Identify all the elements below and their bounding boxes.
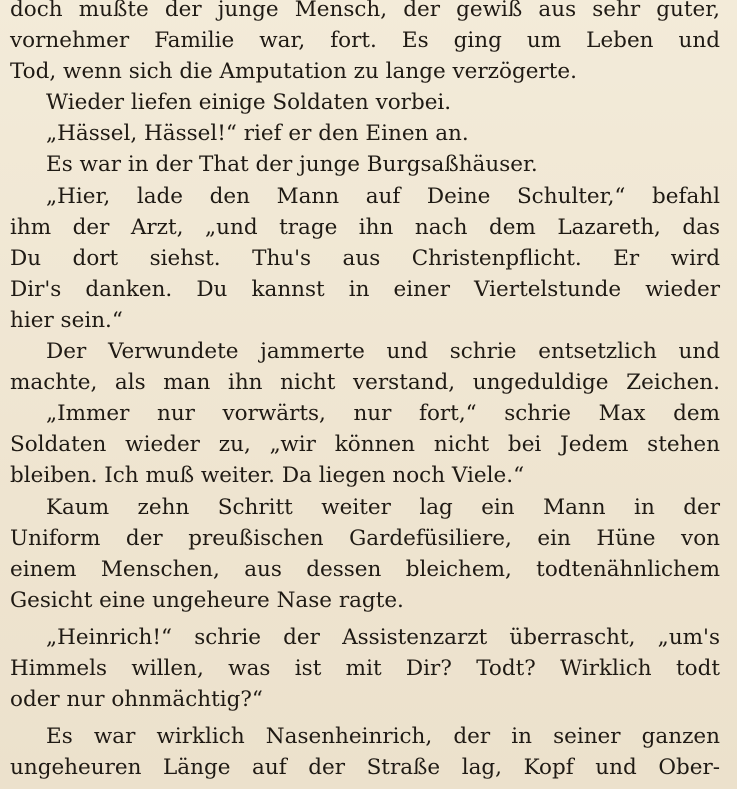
- text-line: „Immer nur vorwärts, nur fort,“ schrie Max dem: [46, 401, 720, 427]
- text-line: hier sein.“: [10, 307, 123, 333]
- text-line: Der Verwundete jammerte und schrie entsetzlich und: [46, 339, 720, 365]
- text-line: ungeheuren Länge auf der Straße lag, Kopf und Ober-: [10, 755, 720, 781]
- text-line: doch mußte der junge Mensch, der gewiß aus sehr guter,: [10, 0, 720, 22]
- text-line: machte, als man ihn nicht verstand, ungeduldige Zeichen.: [10, 370, 720, 396]
- text-line: „Hier, lade den Mann auf Deine Schulter,“ befahl: [46, 183, 720, 209]
- text-line: Du dort siehst. Thu's aus Christenpflicht. Er wird: [10, 245, 720, 271]
- text-line: Himmels willen, was ist mit Dir? Todt? Wirklich todt: [10, 655, 720, 681]
- text-line: Tod, wenn sich die Amputation zu lange verzögerte.: [10, 59, 577, 85]
- text-line: Es war in der That der junge Burgsaßhäuser.: [46, 152, 538, 178]
- text-line: Dir's danken. Du kannst in einer Viertelstunde wieder: [10, 276, 720, 302]
- body-text: [10, 0, 720, 783]
- text-line: ihm der Arzt, „und trage ihn nach dem Lazareth, das: [10, 214, 720, 240]
- text-line: Wieder liefen einige Soldaten vorbei.: [46, 90, 452, 116]
- text-line: Uniform der preußischen Gardefüsiliere, ein Hüne von: [10, 525, 720, 551]
- text-line: „Heinrich!“ schrie der Assistenzarzt überrascht, „um's: [46, 624, 720, 650]
- text-line: Soldaten wieder zu, „wir können nicht bei Jedem stehen: [10, 432, 720, 458]
- text-line: einem Menschen, aus dessen bleichem, todtenähnlichem: [10, 556, 720, 582]
- text-line: Kaum zehn Schritt weiter lag ein Mann in der: [46, 494, 720, 520]
- text-line: Es war wirklich Nasenheinrich, der in seiner ganzen: [46, 724, 720, 750]
- text-line: bleiben. Ich muß weiter. Da liegen noch Viele.“: [10, 463, 525, 489]
- text-line: vornehmer Familie war, fort. Es ging um Leben und: [10, 28, 720, 54]
- text-line: Gesicht eine ungeheure Nase ragte.: [10, 587, 404, 613]
- text-line: „Hässel, Hässel!“ rief er den Einen an.: [46, 121, 469, 147]
- text-line: oder nur ohnmächtig?“: [10, 687, 263, 713]
